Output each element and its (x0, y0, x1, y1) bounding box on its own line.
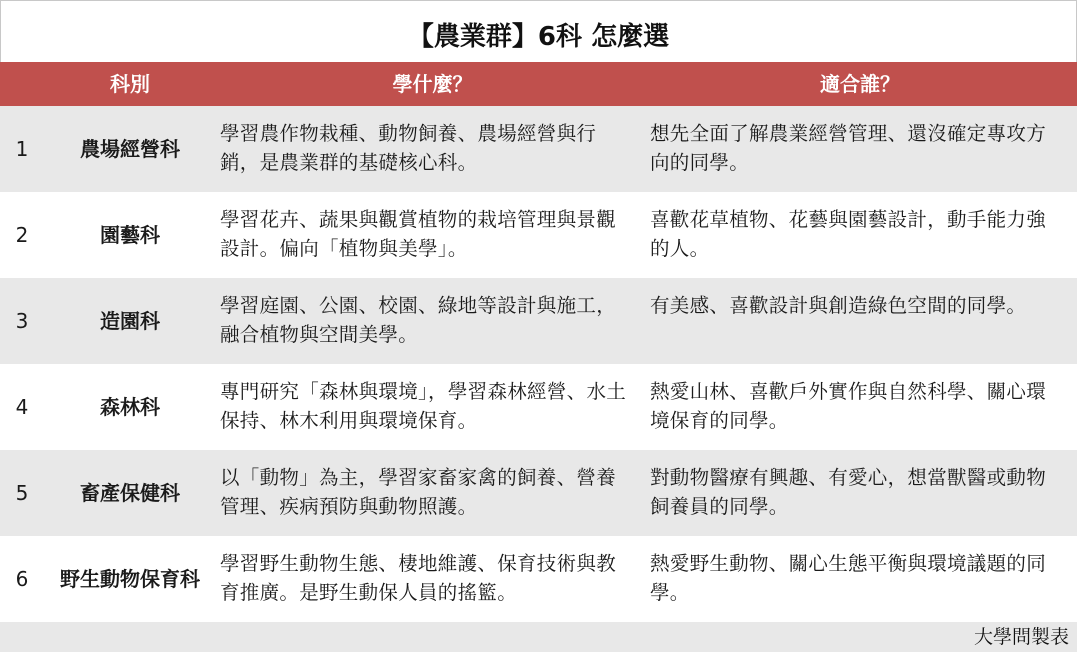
row-number: 6 (15, 567, 29, 591)
row-number: 4 (15, 395, 29, 419)
row-number: 2 (15, 223, 29, 247)
fit-text: 喜歡花草植物、花藝與園藝設計，動手能力強的人。 (650, 208, 1047, 260)
header-fit: 適合誰？ (820, 72, 900, 96)
fit-text: 熱愛野生動物、關心生態平衡與環境議題的同學。 (650, 552, 1047, 604)
dept-name: 森林科 (100, 395, 160, 419)
learn-text: 學習野生動物生態、棲地維護、保育技術與教育推廣。是野生動保人員的搖籃。 (220, 552, 617, 604)
page-title: 【農業群】6科 怎麼選 (407, 22, 670, 52)
row-number: 1 (15, 137, 29, 161)
fit-text: 對動物醫療有興趣、有愛心，想當獸醫或動物飼養員的同學。 (650, 466, 1047, 518)
table-row (0, 536, 1077, 622)
table-footer (0, 622, 1077, 652)
learn-text: 專門研究「森林與環境」，學習森林經營、水土保持、林木利用與環境保育。 (220, 380, 627, 432)
table-row (0, 450, 1077, 536)
table-row (0, 364, 1077, 450)
dept-name: 畜產保健科 (80, 481, 180, 505)
dept-name: 園藝科 (100, 223, 160, 247)
header-learn: 學什麼？ (392, 72, 473, 96)
fit-text: 熱愛山林、喜歡戶外實作與自然科學、關心環境保育的同學。 (650, 380, 1047, 432)
table-header (0, 62, 1077, 106)
table-row (0, 192, 1077, 278)
dept-name: 野生動物保育科 (60, 567, 200, 591)
header-dept: 科別 (110, 72, 150, 96)
row-number: 5 (15, 481, 29, 505)
learn-text: 學習花卉、蔬果與觀賞植物的栽培管理與景觀設計。偏向「植物與美學」。 (220, 208, 617, 260)
dept-name: 造園科 (100, 309, 160, 333)
learn-text: 學習農作物栽種、動物飼養、農場經營與行銷，是農業群的基礎核心科。 (220, 122, 597, 174)
learn-text: 以「動物」為主，學習家畜家禽的飼養、營養管理、疾病預防與動物照護。 (220, 466, 617, 518)
credit-text: 大學問製表 (973, 626, 1069, 648)
fit-text: 有美感、喜歡設計與創造綠色空間的同學。 (650, 294, 1027, 317)
table-row (0, 278, 1077, 364)
fit-text: 想先全面了解農業經營管理、還沒確定專攻方向的同學。 (650, 122, 1047, 174)
row-number: 3 (15, 309, 29, 333)
table-row (0, 106, 1077, 192)
learn-text: 學習庭園、公園、校園、綠地等設計與施工，融合植物與空間美學。 (220, 294, 617, 346)
dept-name: 農場經營科 (80, 137, 180, 161)
